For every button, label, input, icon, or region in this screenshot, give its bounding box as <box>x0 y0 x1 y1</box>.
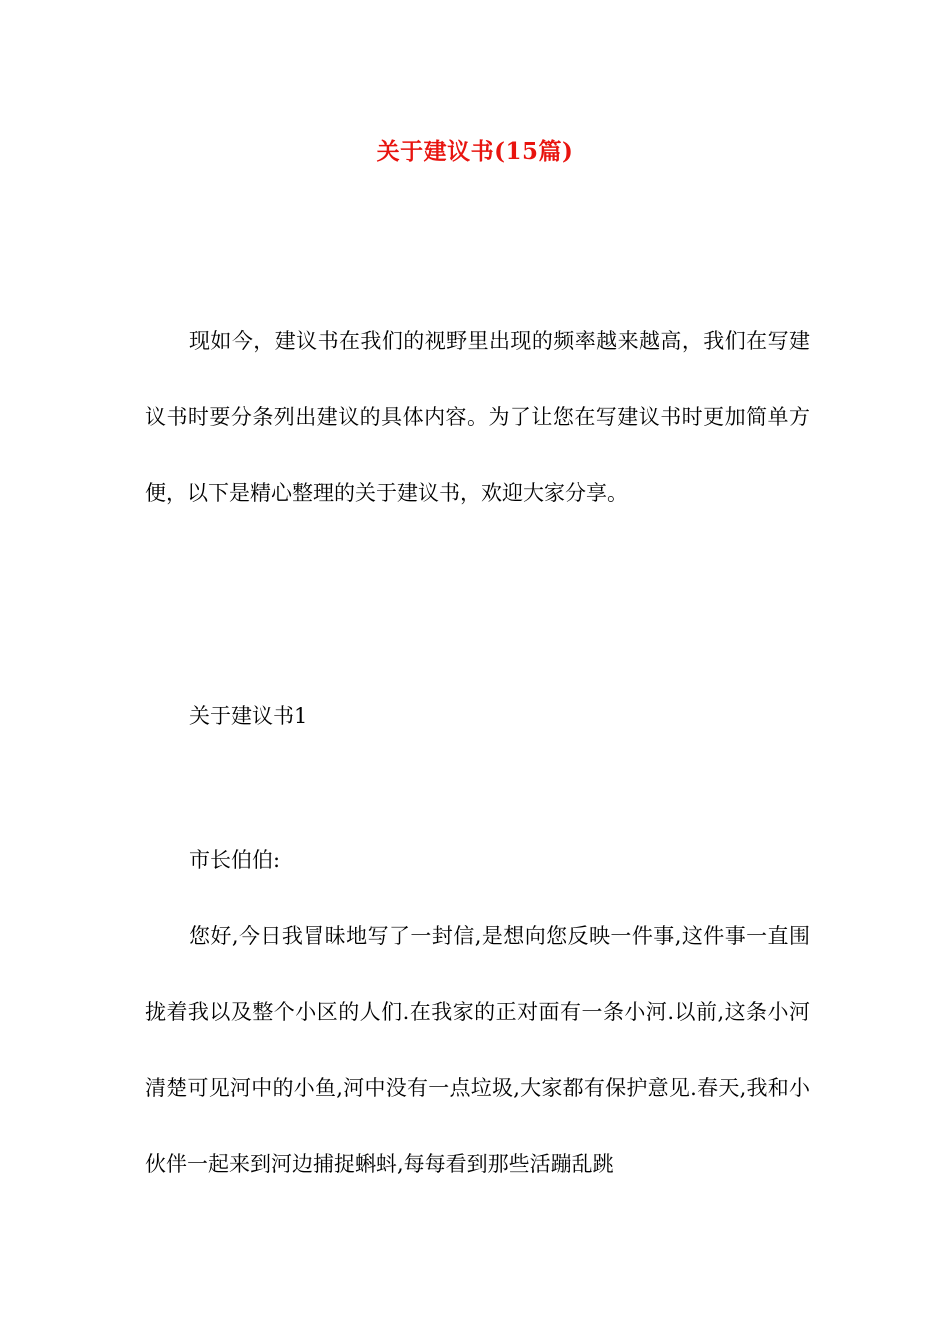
document-title: 关于建议书(15篇) <box>376 138 574 165</box>
salutation: 市长伯伯: <box>189 848 281 872</box>
intro-paragraph: 现如今，建议书在我们的视野里出现的频率越来越高，我们在写建议书时要分条列出建议的具体内容。为了让您在写建议书时更加简单方便，以下是精心整理的关于建议书，欢迎大家分享。 <box>145 329 810 505</box>
body-paragraph: 您好,今日我冒昧地写了一封信,是想向您反映一件事,这件事一直围拢着我以及整个小区的人们.在我家的正对面有一条小河.以前,这条小河清楚可见河中的小鱼,河中没有一点垃圾,大家都有保护意见.春天,我和小伙伴一起来到河边捕捉蝌蚪,每每看到那些活蹦乱跳 <box>145 924 810 1176</box>
section-heading: 关于建议书1 <box>189 704 308 728</box>
